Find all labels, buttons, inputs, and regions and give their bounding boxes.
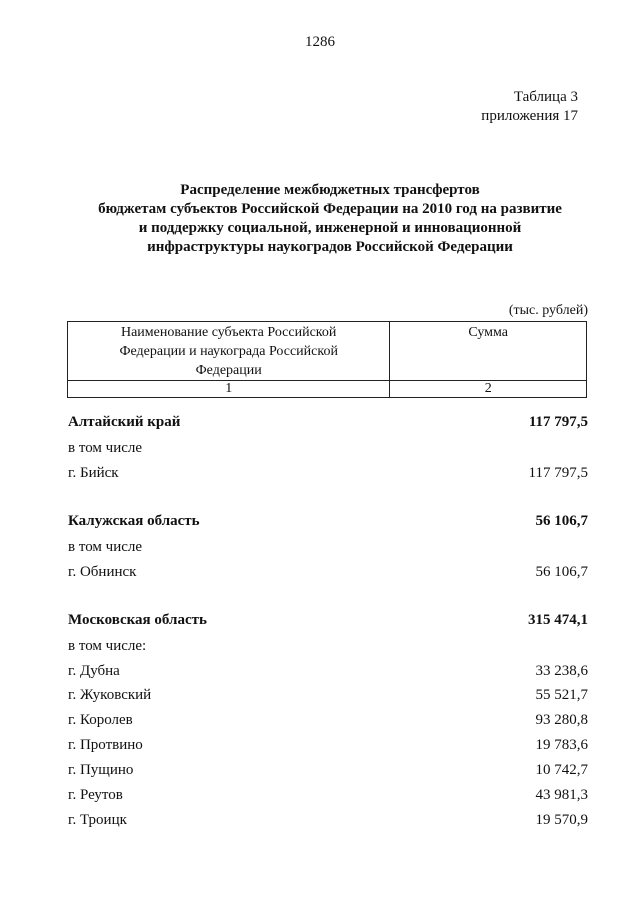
- city-row-label: г. Обнинск: [68, 564, 137, 580]
- table-reference-line1: Таблица 3: [513, 89, 578, 105]
- table-header: [67, 321, 587, 398]
- region-row-amount: 56 106,7: [535, 513, 588, 529]
- city-row-label: г. Протвино: [68, 737, 143, 753]
- region-row: [68, 511, 588, 531]
- city-row: [68, 735, 588, 755]
- city-row-amount: 19 570,9: [535, 812, 588, 828]
- including-label-row: [68, 636, 588, 656]
- table-reference: [481, 88, 578, 126]
- including-label-row-label: в том числе: [68, 539, 143, 555]
- city-row-label: г. Жуковский: [68, 687, 152, 703]
- title-line2: бюджетам субъектов Российской Федерации на 2010 год на развитие: [98, 201, 562, 217]
- city-row-label: г. Дубна: [68, 663, 120, 679]
- title-line3: и поддержку социальной, инженерной и инновационной: [138, 220, 522, 236]
- region-row: [68, 610, 588, 630]
- region-row-label: Московская область: [68, 612, 207, 628]
- units-note: (тыс. рублей): [508, 303, 588, 318]
- city-row: [68, 760, 588, 780]
- column-number-1: 1: [68, 381, 390, 398]
- city-row-amount: 10 742,7: [535, 762, 588, 778]
- document-title: [40, 181, 620, 257]
- including-label-row: [68, 438, 588, 458]
- city-row: [68, 562, 588, 582]
- column-header-name-line2: Федерации и наукограда Российской: [119, 344, 338, 359]
- region-row-amount: 315 474,1: [528, 612, 588, 628]
- title-line4: инфраструктуры наукоградов Российской Федерации: [147, 239, 513, 255]
- city-row: [68, 661, 588, 681]
- column-header-name-line3: Федерации: [195, 363, 262, 378]
- city-row-amount: 56 106,7: [535, 564, 588, 580]
- column-header-sum: Сумма: [390, 322, 587, 381]
- including-label-row: [68, 537, 588, 557]
- city-row: [68, 710, 588, 730]
- city-row: [68, 463, 588, 483]
- city-row-amount: 19 783,6: [535, 737, 588, 753]
- region-row-amount: 117 797,5: [528, 414, 588, 430]
- city-row-label: г. Реутов: [68, 787, 123, 803]
- city-row: [68, 810, 588, 830]
- city-row-amount: 33 238,6: [535, 663, 588, 679]
- city-row-amount: 93 280,8: [535, 712, 588, 728]
- city-row-label: г. Троицк: [68, 812, 127, 828]
- including-label-row-label: в том числе:: [68, 638, 147, 654]
- region-row-label: Алтайский край: [68, 414, 181, 430]
- city-row-amount: 43 981,3: [535, 787, 588, 803]
- city-row: [68, 685, 588, 705]
- column-header-name: [68, 322, 390, 381]
- including-label-row-label: в том числе: [68, 440, 143, 456]
- region-row: [68, 412, 588, 432]
- city-row-label: г. Бийск: [68, 465, 119, 481]
- table-reference-line2: приложения 17: [481, 108, 578, 124]
- page-number: 1286: [305, 34, 335, 50]
- title-line1: Распределение межбюджетных трансфертов: [180, 182, 480, 198]
- city-row-label: г. Пущино: [68, 762, 134, 778]
- column-number-2: 2: [390, 381, 587, 398]
- city-row-amount: 55 521,7: [535, 687, 588, 703]
- region-row-label: Калужская область: [68, 513, 200, 529]
- city-row-amount: 117 797,5: [528, 465, 588, 481]
- city-row-label: г. Королев: [68, 712, 133, 728]
- city-row: [68, 785, 588, 805]
- column-header-name-line1: Наименование субъекта Российской: [120, 325, 337, 340]
